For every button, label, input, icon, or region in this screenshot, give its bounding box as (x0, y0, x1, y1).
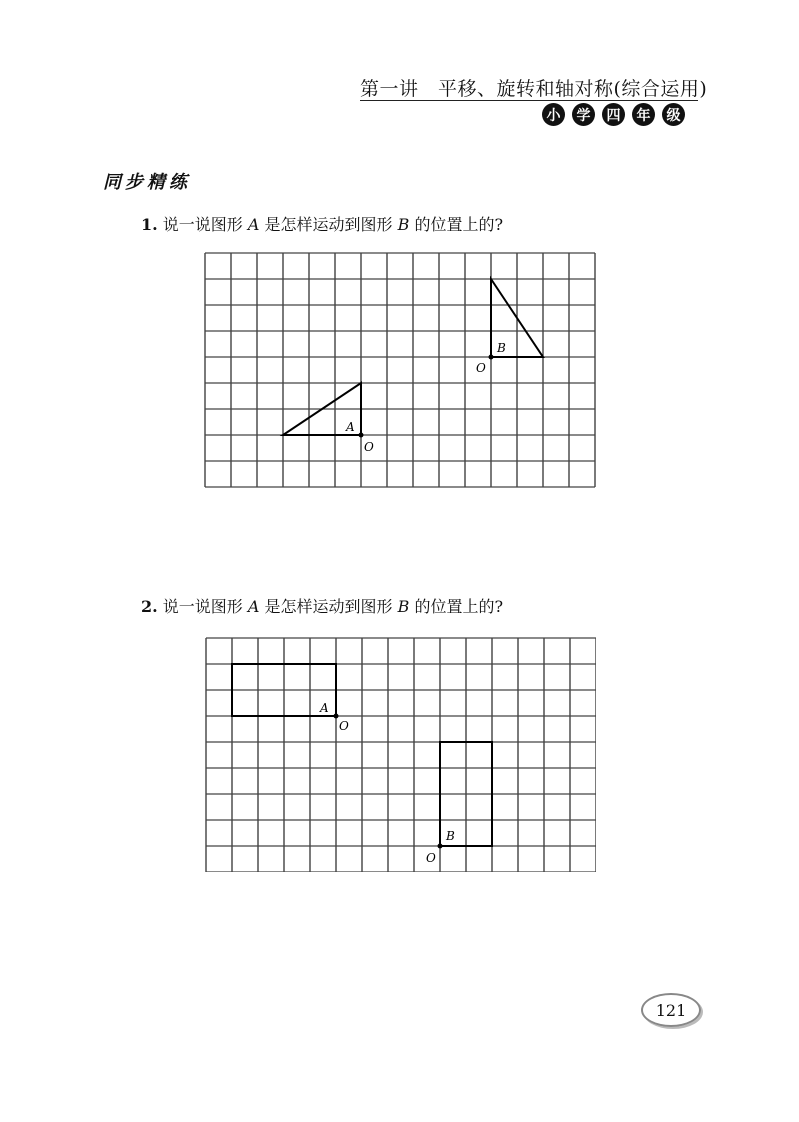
question-text: 是怎样运动到图形 (259, 597, 398, 616)
question-number: 2. (141, 597, 158, 616)
svg-text:O: O (364, 440, 374, 454)
question-text: 说一说图形 (157, 597, 248, 616)
question-2 (141, 594, 503, 617)
page-number: 121 (641, 993, 701, 1027)
shape-label-b: B (397, 597, 410, 616)
svg-text:O: O (339, 719, 349, 733)
shape-label-a: A (247, 215, 260, 234)
question-text: 的位置上的? (409, 215, 504, 234)
grade-badge: 四 (602, 103, 625, 126)
svg-text:B: B (497, 341, 506, 355)
svg-text:A: A (346, 420, 355, 434)
question-text: 的位置上的? (409, 597, 504, 616)
question-text: 是怎样运动到图形 (259, 215, 398, 234)
shape-label-b: B (397, 215, 410, 234)
header-title: 第一讲 平移、旋转和轴对称(综合运用) (360, 78, 708, 100)
grade-badge: 小 (542, 103, 565, 126)
question-text: 说一说图形 (157, 215, 248, 234)
svg-text:B: B (446, 829, 455, 843)
svg-text:O: O (426, 851, 436, 865)
svg-text:A: A (320, 701, 329, 715)
grade-badge: 学 (572, 103, 595, 126)
svg-text:O: O (476, 361, 486, 375)
section-title: 同步精练 (103, 172, 191, 193)
grade-badge: 级 (662, 103, 685, 126)
grade-badges (542, 103, 685, 126)
grid-2 (205, 637, 596, 872)
header-rule (360, 100, 698, 101)
grid-1 (204, 252, 597, 488)
question-number: 1. (141, 215, 158, 234)
shape-label-a: A (247, 597, 260, 616)
question-1 (141, 212, 503, 235)
grade-badge: 年 (632, 103, 655, 126)
